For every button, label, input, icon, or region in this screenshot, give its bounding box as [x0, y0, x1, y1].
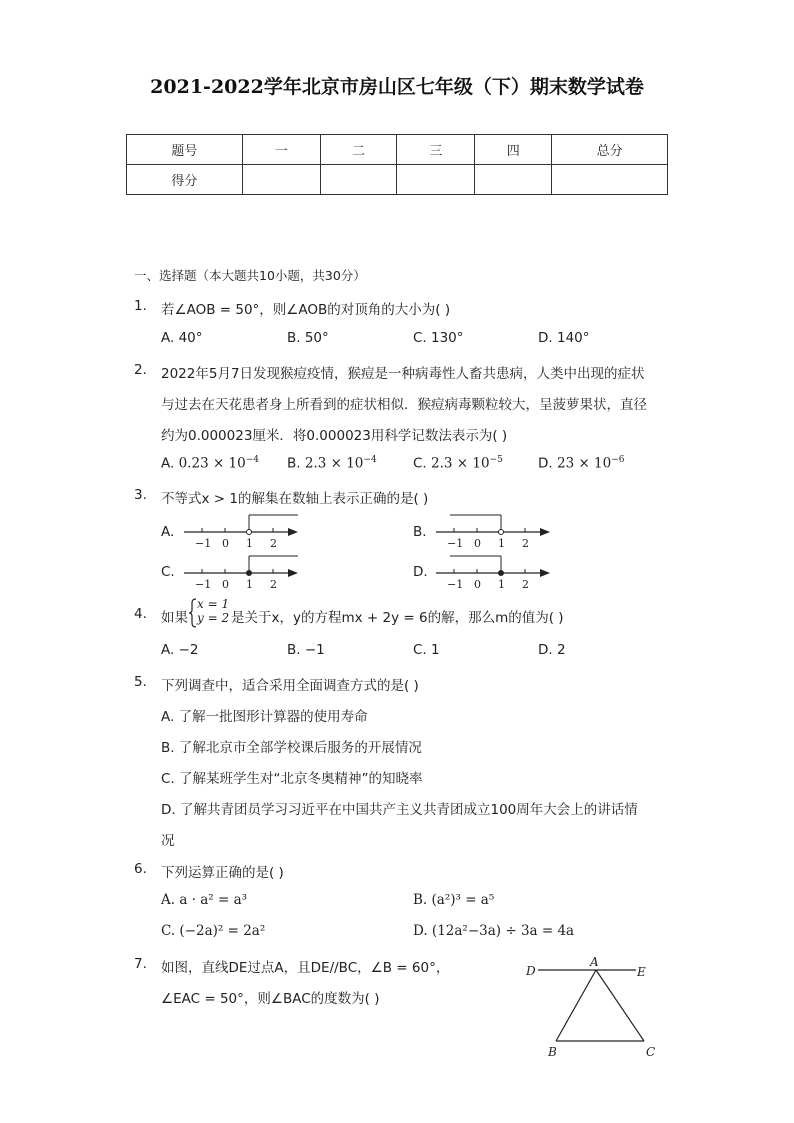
q4-option-b: B. −1: [287, 642, 325, 658]
question-2-line: 与过去在天花患者身上所看到的症状相似．猴痘病毒颗粒较大，呈菠萝果状，直径: [161, 397, 647, 413]
question-2-line: 约为0.000023厘米．将0.000023用科学记数法表示为( ): [161, 428, 508, 444]
tick-label: 1: [498, 537, 505, 550]
tick-label: 1: [246, 537, 253, 550]
score-table: [126, 134, 668, 195]
score-cell: [242, 165, 320, 195]
question-4-text: 是关于x，y的方程mx + 2y = 6的解，那么m的值为( ): [231, 610, 564, 626]
question-number: 2.: [134, 362, 147, 378]
option-exponent: −5: [489, 455, 503, 465]
q5-option-b: B. 了解北京市全部学校课后服务的开展情况: [161, 740, 422, 756]
option-exponent: −4: [363, 455, 377, 465]
question-1-text: 若∠AOB = 50°，则∠AOB的对顶角的大小为( ): [161, 302, 451, 318]
option-value: 2.3 × 10: [304, 455, 364, 472]
q5-option-a: A. 了解一批图形计算器的使用寿命: [161, 709, 368, 725]
question-2-line: 2022年5月7日发现猴痘疫情，猴痘是一种病毒性人畜共患病，人类中出现的症状: [161, 366, 645, 382]
tick-label: 2: [270, 578, 277, 591]
option-label: B.: [287, 455, 301, 472]
q4-option-c: C. 1: [413, 642, 440, 658]
tick-label: −1: [195, 537, 212, 550]
option-value: 23 × 10: [556, 455, 612, 472]
triangle-figure: [520, 954, 670, 1062]
score-table-score-row: [127, 165, 668, 195]
score-header-cell: 三: [397, 135, 475, 165]
q6-option-b: B. (a²)³ = a⁵: [413, 892, 495, 908]
question-6-text: 下列运算正确的是( ): [161, 865, 284, 881]
tick-label: 1: [246, 578, 253, 591]
question-7-line-1: 如图，直线DE过点A，且DE//BC，∠B = 60°，: [161, 960, 450, 976]
number-line-d: [432, 551, 557, 593]
question-3-text: 不等式x > 1的解集在数轴上表示正确的是( ): [161, 491, 429, 507]
q2-option-a: [161, 455, 259, 472]
q3-option-c-label: C.: [161, 564, 175, 580]
question-number: 3.: [134, 487, 147, 503]
question-4-prefix: 如果: [161, 610, 188, 626]
tick-label: −1: [447, 578, 464, 591]
question-number: 7.: [134, 956, 147, 972]
question-5-text: 下列调查中，适合采用全面调查方式的是( ): [161, 678, 419, 694]
point-label-c: C: [646, 1045, 656, 1059]
tick-label: 0: [222, 537, 229, 550]
q5-option-d: D. 了解共青团员学习习近平在中国共产主义共青团成立100周年大会上的讲话情: [161, 802, 638, 818]
tick-label: 0: [222, 578, 229, 591]
system-equation-2: y = 2: [197, 611, 230, 625]
q4-option-a: A. −2: [161, 642, 199, 658]
score-header-cell: 题号: [127, 135, 243, 165]
tick-label: −1: [447, 537, 464, 550]
q6-option-a: A. a · a² = a³: [161, 892, 248, 908]
point-label-e: E: [637, 965, 646, 979]
q5-option-d-continued: 况: [161, 833, 175, 849]
point-label-a: A: [590, 955, 599, 969]
q1-option-d: D. 140°: [538, 330, 590, 346]
exam-title: 2021-2022学年北京市房山区七年级（下）期末数学试卷: [150, 76, 644, 98]
q2-option-d: [538, 455, 625, 472]
option-value: 2.3 × 10: [431, 455, 490, 472]
question-number: 5.: [134, 674, 147, 690]
score-cell: [552, 165, 668, 195]
q3-option-d-label: D.: [413, 564, 428, 580]
question-number: 4.: [134, 606, 147, 622]
tick-label: −1: [195, 578, 212, 591]
option-exponent: −4: [245, 455, 260, 465]
point-label-b: B: [548, 1045, 557, 1059]
q3-option-b-label: B.: [413, 524, 427, 540]
option-label: A.: [161, 455, 175, 472]
tick-label: 1: [498, 578, 505, 591]
segment-ac: [596, 970, 644, 1041]
option-label: D.: [538, 455, 553, 472]
q6-option-d: D. (12a²−3a) ÷ 3a = 4a: [413, 923, 575, 939]
score-cell: [397, 165, 475, 195]
system-equation-1: x = 1: [197, 597, 230, 611]
number-line-b: [432, 510, 557, 552]
q5-option-c: C. 了解某班学生对“北京冬奥精神”的知晓率: [161, 771, 423, 787]
tick-label: 2: [522, 578, 529, 591]
q3-option-a-label: A.: [161, 524, 175, 540]
tick-label: 2: [270, 537, 277, 550]
number-line-a: [180, 510, 305, 552]
score-table-header-row: [127, 135, 668, 165]
q2-option-c: [413, 455, 503, 472]
score-cell: [475, 165, 552, 195]
option-exponent: −6: [611, 455, 625, 465]
section-heading: 一、选择题（本大题共10小题，共30分）: [134, 268, 366, 283]
q4-option-d: D. 2: [538, 642, 566, 658]
score-row-label: 得分: [127, 165, 243, 195]
option-label: C.: [413, 455, 427, 472]
question-number: 1.: [134, 298, 147, 314]
point-label-d: D: [526, 964, 536, 978]
score-cell: [320, 165, 397, 195]
number-line-c: [180, 551, 305, 593]
tick-label: 2: [522, 537, 529, 550]
q1-option-b: B. 50°: [287, 330, 329, 346]
score-header-cell: 一: [242, 135, 320, 165]
option-value: 0.23 × 10: [178, 455, 246, 472]
segment-ab: [556, 970, 596, 1041]
question-number: 6.: [134, 861, 147, 877]
tick-label: 0: [474, 578, 481, 591]
q1-option-a: A. 40°: [161, 330, 203, 346]
score-header-cell: 二: [320, 135, 397, 165]
score-header-cell: 总分: [552, 135, 668, 165]
q1-option-c: C. 130°: [413, 330, 464, 346]
q2-option-b: [287, 455, 377, 472]
score-header-cell: 四: [475, 135, 552, 165]
tick-label: 0: [474, 537, 481, 550]
q6-option-c: C. (−2a)² = 2a²: [161, 923, 266, 939]
question-7-line-2: ∠EAC = 50°，则∠BAC的度数为( ): [161, 991, 380, 1007]
